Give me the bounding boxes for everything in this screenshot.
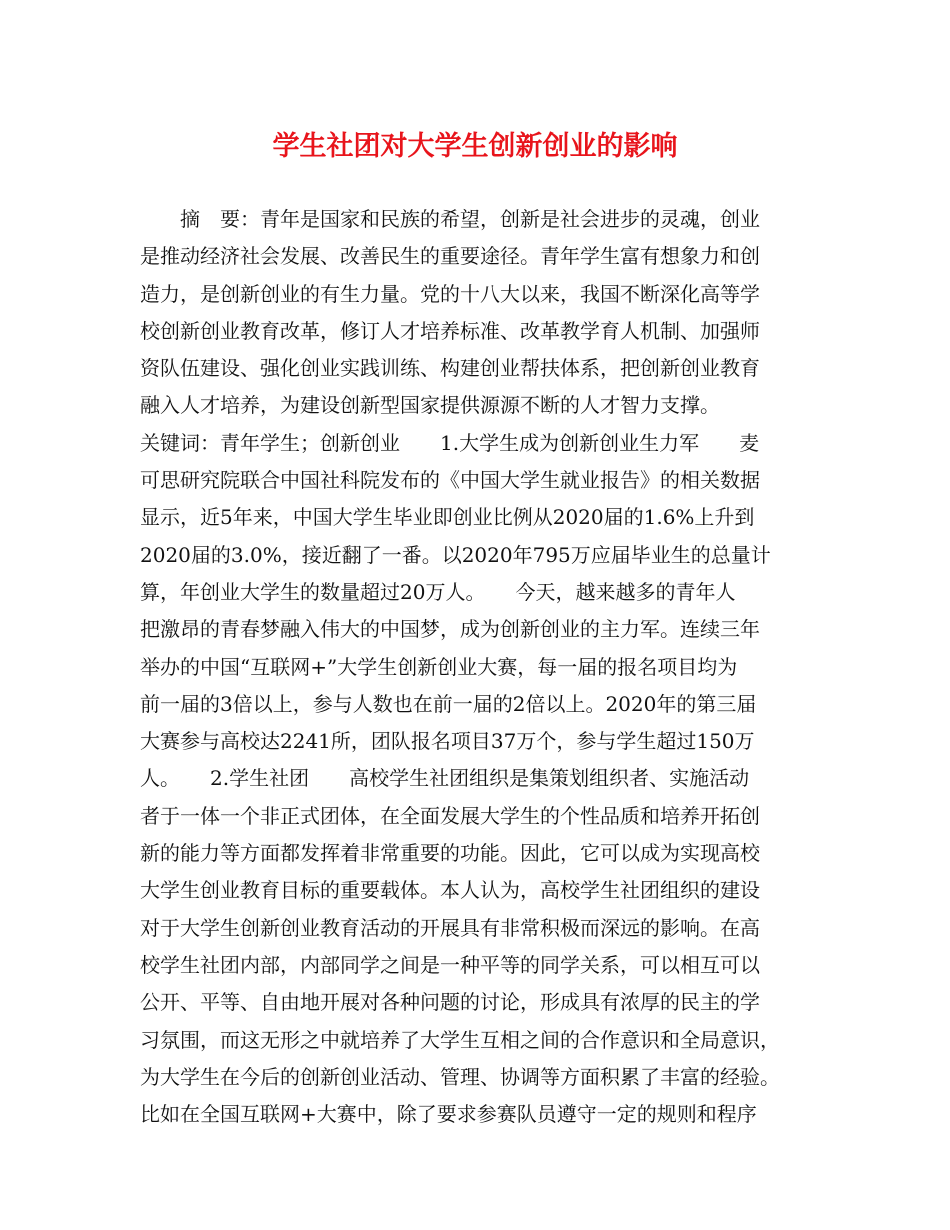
document-body: [140, 201, 820, 1133]
body-line: 大赛参与高校达2241所，团队报名项目37万个，参与学生超过150万: [140, 729, 755, 754]
body-line: 前一届的3倍以上，参与人数也在前一届的2倍以上。2020年的第三届: [140, 691, 757, 716]
body-line: 摘 要：青年是国家和民族的希望，创新是社会进步的灵魂，创业: [140, 207, 760, 231]
document-title: 学生社团对大学生创新创业的影响: [272, 131, 678, 162]
body-line: 2020届的3.0%，接近翻了一番。以2020年795万应届毕业生的总量计: [140, 542, 771, 567]
body-line: 算，年创业大学生的数量超过20万人。 今天，越来越多的青年人: [140, 579, 736, 604]
body-line: 显示，近5年来，中国大学生毕业即创业比例从2020届的1.6%上升到: [140, 505, 755, 530]
body-line: 关键词：青年学生；创新创业 1.大学生成为创新创业生力军 麦: [140, 430, 760, 455]
body-line: 者于一体一个非正式团体，在全面发展大学生的个性品质和培养开拓创: [140, 803, 760, 828]
body-line: 资队伍建设、强化创业实践训练、构建创业帮扶体系，把创新创业教育: [140, 356, 760, 381]
body-line: 是推动经济社会发展、改善民生的重要途径。青年学生富有想象力和创: [140, 244, 760, 269]
body-line: 为大学生在今后的创新创业活动、管理、协调等方面积累了丰富的经验。: [140, 1064, 780, 1089]
body-line: 习氛围，而这无形之中就培养了大学生互相之间的合作意识和全局意识，: [140, 1027, 780, 1052]
body-line: 公开、平等、自由地开展对各种问题的讨论，形成具有浓厚的民主的学: [140, 990, 760, 1015]
body-line: 人。 2.学生社团 高校学生社团组织是集策划组织者、实施活动: [140, 766, 750, 791]
body-line: 举办的中国“互联网+”大学生创新创业大赛，每一届的报名项目均为: [140, 654, 738, 679]
body-line: 比如在全国互联网+大赛中，除了要求参赛队员遵守一定的规则和程序: [140, 1102, 757, 1127]
body-line: 校创新创业教育改革，修订人才培养标准、改革教学育人机制、加强师: [140, 318, 760, 343]
body-line: 对于大学生创新创业教育活动的开展具有非常积极而深远的影响。在高: [140, 915, 760, 940]
body-line: 大学生创业教育目标的重要载体。本人认为，高校学生社团组织的建设: [140, 878, 760, 903]
body-line: 新的能力等方面都发挥着非常重要的功能。因此，它可以成为实现高校: [140, 841, 760, 866]
body-line: 可思研究院联合中国社科院发布的《中国大学生就业报告》的相关数据: [140, 468, 760, 493]
body-line: 把激昂的青春梦融入伟大的中国梦，成为创新创业的主力军。连续三年: [140, 617, 760, 642]
body-line: 融入人才培养，为建设创新型国家提供源源不断的人才智力支撑。: [140, 393, 720, 418]
body-line: 造力，是创新创业的有生力量。党的十八大以来，我国不断深化高等学: [140, 281, 760, 306]
body-line: 校学生社团内部，内部同学之间是一种平等的同学关系，可以相互可以: [140, 952, 760, 977]
